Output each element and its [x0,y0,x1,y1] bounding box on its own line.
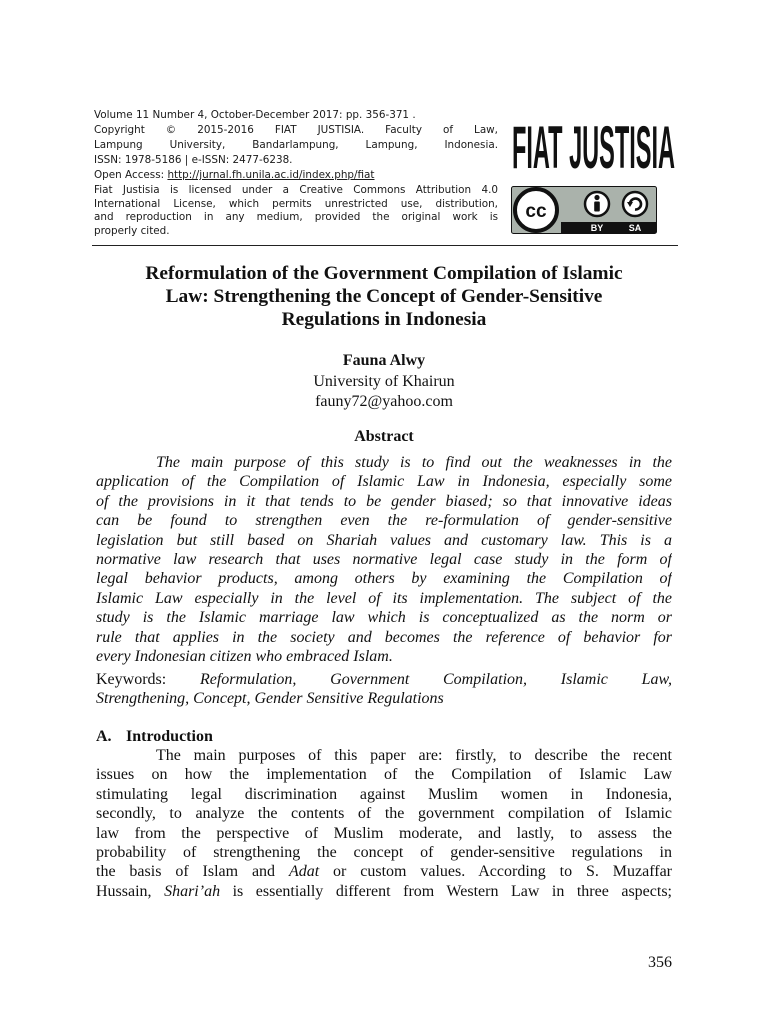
intro-line: secondly, to analyze the contents of the government compilation of Islamic [96,805,672,823]
license-line: Fiat Justisia is licensed under a Creative Commons Attribution 4.0 [94,184,498,196]
intro-term-shariah: Shari’ah [164,882,221,900]
intro-line: probability of strengthening the concept of gender-sensitive regulations in [96,844,672,862]
page-number: 356 [648,954,672,971]
cc-badge-label-strip [561,222,656,233]
intro-line: law from the perspective of Muslim moderate, and lastly, to assess the [96,824,672,842]
author-email[interactable]: fauny72@yahoo.com [315,393,453,410]
introduction-text [96,746,672,901]
abstract-line: The main purpose of this study is to find out the weaknesses in the [156,454,672,471]
license-line: International License, which permits unrestricted use, distribution, [94,197,498,210]
intro-term-adat: Adat [288,863,320,881]
intro-line: The main purposes of this paper are: firstly, to describe the recent [156,747,672,764]
abstract-line: normative law research that uses normative legal case study in the form of [96,551,672,569]
abstract-heading: Abstract [354,428,414,445]
author-name: Fauna Alwy [342,352,426,369]
abstract-line: application of the Compilation of Islamic Law in Indonesia, especially some [96,473,672,491]
license-line: and reproduction in any medium, provided the original work is [94,211,498,224]
keywords-line: Strengthening, Concept, Gender Sensitive Regulations [96,690,444,708]
cc-sa-label: SA [628,223,642,233]
intro-text: Hussain, [96,882,165,900]
attribution-person-head [594,195,599,200]
article-title-line: Reformulation of the Government Compilation of Islamic [145,263,623,284]
header-divider [92,245,678,246]
article-title-line: Regulations in Indonesia [281,309,487,330]
section-number: A. [96,728,112,745]
article-title-line: Law: Strengthening the Concept of Gender-Sensitive [165,286,603,307]
section-heading-introduction [96,727,672,747]
meta-line-volume: Volume 11 Number 4, October-December 2017: pp. 356-371 . [94,109,416,121]
abstract-line: legal behavior products, among others by examining the Compilation of [96,570,672,588]
intro-line: stimulating legal discrimination against Muslim women in Indonesia, [96,785,672,803]
abstract-line: can be found to strengthen even the re-formulation of gender-sensitive [96,512,672,530]
meta-line-address: Lampung University, Bandarlampung, Lampung, Indonesia. [94,139,498,151]
meta-line-open-access [94,168,498,183]
author-block [96,351,672,413]
abstract-line: every Indonesian citizen who embraced Islam. [96,648,393,666]
license-statement [94,184,498,238]
keywords [96,670,672,709]
meta-line-issn: ISSN: 1978-5186 | e-ISSN: 2477-6238. [94,154,293,166]
creative-commons-by-sa-icon[interactable] [511,186,657,234]
intro-line [96,882,672,901]
abstract-line: legislation but still based on Shariah values and customary law. This is a [96,531,672,549]
cc-mark: cc [525,201,547,222]
intro-text: the basis of Islam and [96,863,289,881]
abstract-line: of the provisions in it that tends to be gender biased; so that innovative ideas [96,492,672,510]
intro-text: is essentially different from Western Law in three aspects; [220,882,672,900]
abstract-line: study is the Islamic marriage law which is conceptualized as the norm or [96,609,672,627]
keywords-text: Reformulation, Government Compilation, Islamic Law, [199,671,672,688]
keywords-label: Keywords: [96,671,167,688]
cc-by-label: BY [590,223,604,233]
meta-line-copyright: Copyright © 2015-2016 FIAT JUSTISIA. Faculty of Law, [94,124,498,136]
intro-line [96,862,672,881]
journal-logo-text: FIAT JUSTISIA [512,114,675,176]
open-access-label: Open Access: [94,169,168,181]
author-affiliation: University of Khairun [313,372,455,390]
open-access-link[interactable]: http://jurnal.fh.unila.ac.id/index.php/fiat [167,169,375,181]
share-alike-icon [623,192,647,216]
intro-line: issues on how the implementation of the Compilation of Islamic Law [96,766,672,784]
intro-text: or custom values. According to S. Muzaffar [319,863,672,881]
abstract-line: rule that applies in the society and becomes the reference of behavior for [96,628,672,646]
abstract-text [96,453,672,666]
abstract-line: Islamic Law especially in the level of its implementation. The subject of the [96,589,672,607]
keywords-line [96,670,672,689]
journal-logo [510,110,678,176]
article-title [96,262,672,331]
journal-metadata [94,108,498,183]
license-line: properly cited. [94,224,170,237]
attribution-person-body [594,202,600,212]
section-title: Introduction [126,728,213,745]
